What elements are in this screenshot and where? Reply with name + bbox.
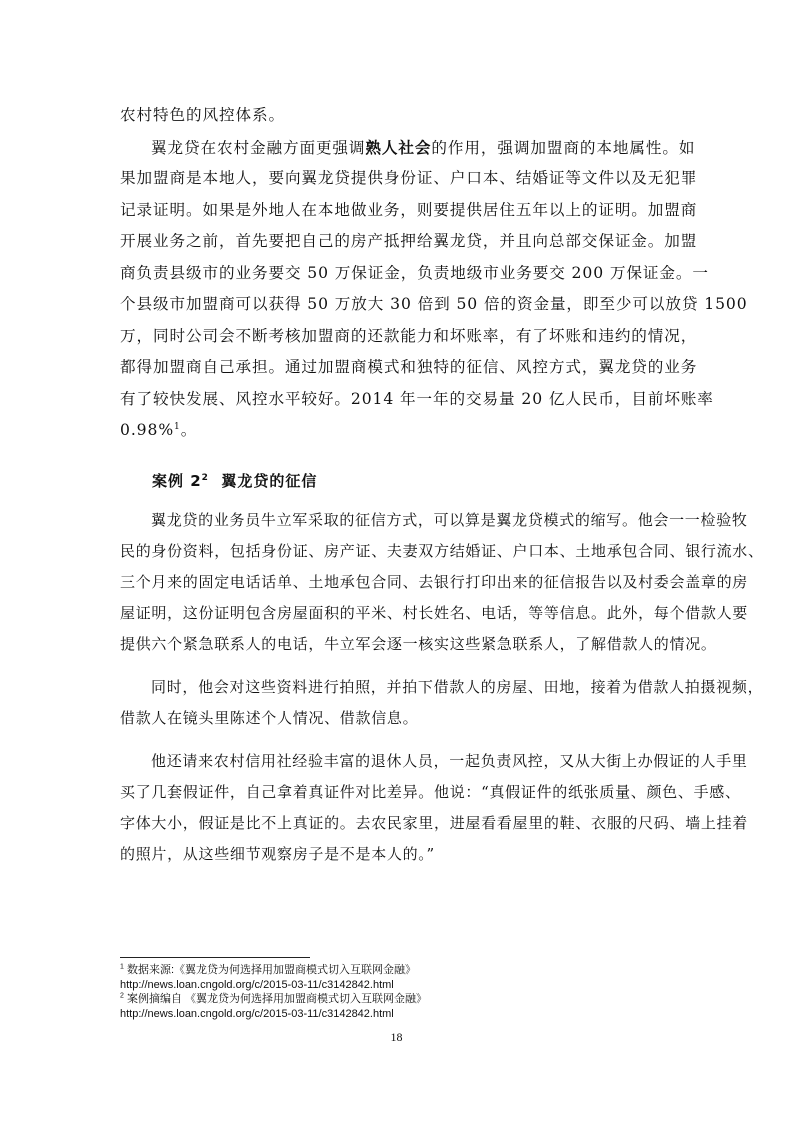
footnotes [120,963,680,1021]
footnote-divider [120,957,310,958]
body-line: 万，同时公司会不断考核加盟商的还款能力和坏账率，有了坏账和违约的情况， [120,326,698,345]
page-number: 18 [390,1030,403,1044]
case-line: 借款人在镜头里陈述个人情况、借款信息。 [120,709,419,727]
case-line: 提供六个紧急联系人的电话，牛立军会逐一核实这些紧急联系人，了解借款人的情况。 [120,635,717,653]
footnote-2: $^2$ 案例摘编自 《翼龙贷为何选择用加盟商模式切入互联网金融》 [120,992,428,1005]
body-line: 果加盟商是本地人，要向翼龙贷提供身份证、户口本、结婚证等文件以及无犯罪 [120,169,698,187]
body-line: 商负责县级市的业务要交 50 万保证金，负责地级市业务要交 200 万保证金。一 [120,263,709,282]
footnote-1: $^1$ 数据来源:《翼龙贷为何选择用加盟商模式切入互联网金融》 [120,963,417,976]
case-line: 翼龙贷的业务员牛立军采取的征信方式，可以算是翼龙贷模式的缩写。他会一一检验牧 [151,511,748,529]
footnote-1-url[interactable]: http://news.loan.cngold.org/c/2015-03-11/c3142842.html [120,978,394,991]
body-line: 记录证明。如果是外地人在本地做业务，则要提供居住五年以上的证明。加盟商 [120,200,698,219]
body-line: 开展业务之前，首先要把自己的房产抵押给翼龙贷，并且向总部交保证金。加盟 [120,232,698,250]
case-line: 买了几套假证件，自己拿着真证件对比差异。他说：“真假证件的纸张质量、颜色、手感、 [120,783,741,801]
case-line: 三个月来的固定电话话单、土地承包合同、去银行打印出来的征信报告以及村委会盖章的房 [120,573,749,591]
body-line: 都得加盟商自己承担。通过加盟商模式和独特的征信、风控方式，翼龙贷的业务 [120,358,698,376]
body-line: 0.98%$^1$。 [120,421,198,439]
case-line: 民的身份资料，包括身份证、房产证、夫妻双方结婚证、户口本、土地承包合同、银行流水、 [120,542,764,560]
case-title: 案例 $2^2$ 翼龙贷的征信 [152,472,318,490]
main-paragraphs [120,100,748,447]
emphasis-term: 熟人社会 [365,137,432,157]
case-line: 的照片，从这些细节观察房子是不是本人的。” [120,845,435,863]
footnote-2-url[interactable]: http://news.loan.cngold.org/c/2015-03-11/c3142842.html [120,1007,394,1020]
body-line: 个县级市加盟商可以获得 50 万放大 30 倍到 50 倍的资金量，即至少可以放贷 1500 [120,295,748,313]
case-line: 屋证明，这份证明包含房屋面积的平米、村长姓名、电话，等等信息。此外，每个借款人要 [120,604,749,622]
body-line: 有了较快发展、风控水平较好。2014 年一年的交易量 20 亿人民币，目前坏账率 [120,389,714,408]
case-line: 同时，他会对这些资料进行拍照，并拍下借款人的房屋、田地，接着为借款人拍摄视频， [151,678,764,696]
footnote-ref: 1 [174,421,181,432]
footnote-ref: 2 [201,473,209,483]
body-line: 翼龙贷在农村金融方面更强调熟人社会的作用，强调加盟商的本地属性。如 [151,137,696,157]
body-line: 农村特色的风控体系。 [120,106,285,124]
case-line: 他还请来农村信用社经验丰富的退休人员，一起负责风控，又从大街上办假证的人手里 [151,752,748,770]
case-paragraphs [120,505,764,870]
case-line: 字体大小，假证是比不上真证的。去农民家里，进屋看看屋里的鞋、衣服的尺码、墙上挂着 [120,814,749,832]
